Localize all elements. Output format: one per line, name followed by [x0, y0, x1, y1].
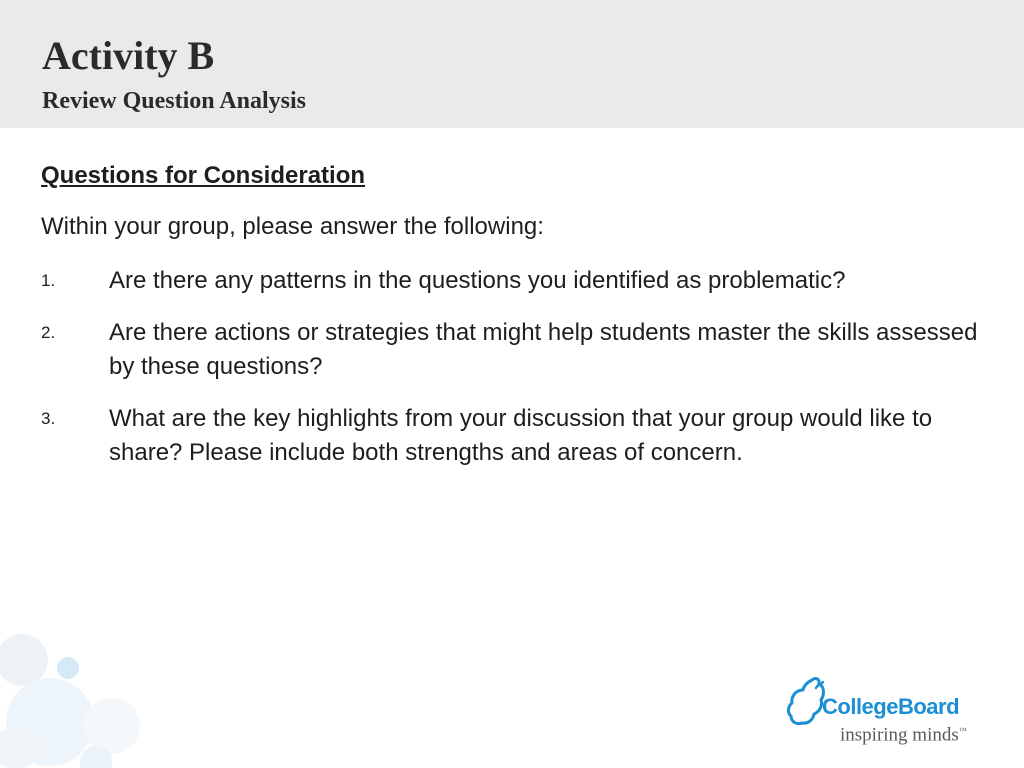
section-heading: Questions for Consideration [41, 162, 366, 189]
question-text: Are there any patterns in the questions you identified as problematic? [109, 267, 846, 294]
acorn-head-icon [786, 674, 826, 734]
logo-tagline: inspiring minds™ [840, 724, 967, 746]
header-band [0, 0, 1024, 128]
question-text: Are there actions or strategies that might help students master the skills assessed by these questions? [109, 319, 978, 380]
college-board-logo [786, 674, 996, 746]
question-number: 1. [41, 271, 56, 290]
question-item-1 [41, 264, 981, 298]
question-number: 3. [41, 409, 56, 428]
question-text: What are the key highlights from your discussion that your group would like to share? Please include both strengths and areas of concern. [109, 405, 933, 466]
intro-text: Within your group, please answer the following: [41, 213, 544, 240]
logo-wordmark: CollegeBoard [822, 694, 960, 719]
slide-subtitle: Review Question Analysis [42, 88, 307, 114]
question-number: 2. [41, 323, 56, 342]
question-item-2 [41, 316, 981, 384]
decorative-bubbles [0, 630, 140, 768]
question-item-3 [41, 402, 981, 470]
question-list [41, 264, 981, 488]
slide-title: Activity B [42, 33, 215, 78]
